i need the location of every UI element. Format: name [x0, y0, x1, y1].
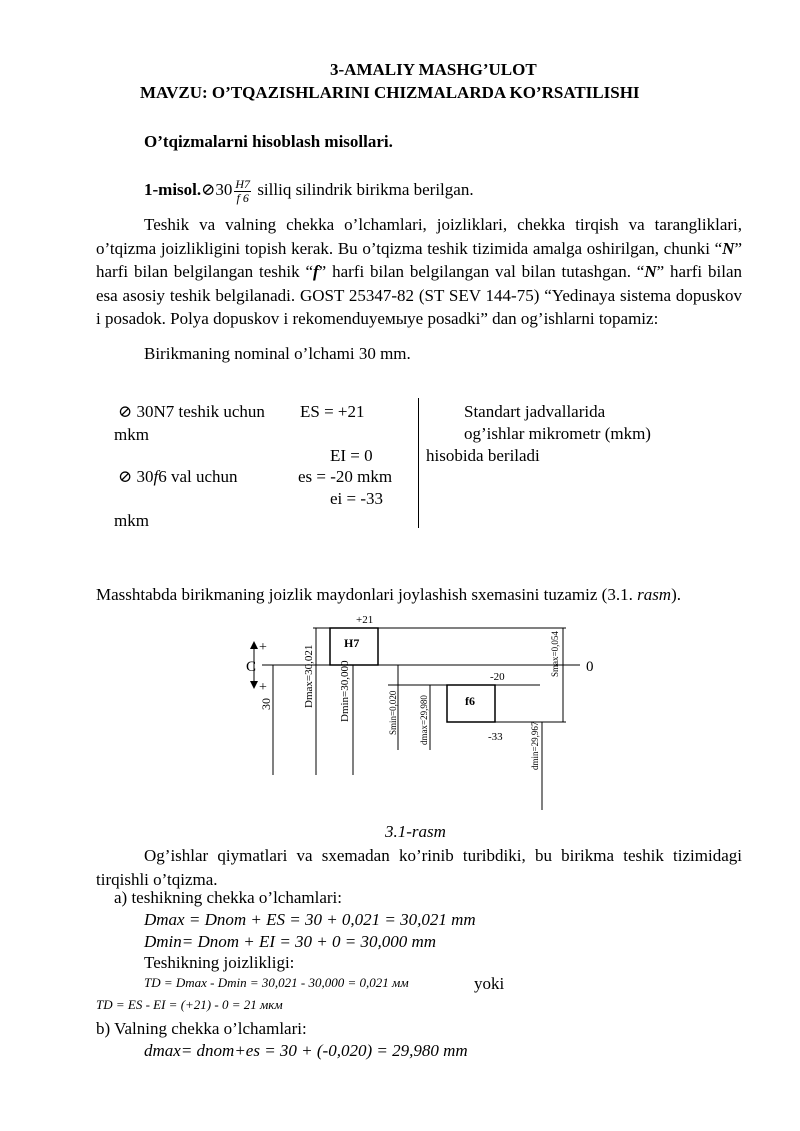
- paragraph-problem: [96, 213, 742, 331]
- note-line-2: og’ishlar mikrometr (mkm): [464, 424, 651, 443]
- dmax-label: Dmax=30,021: [303, 644, 315, 708]
- example-label: 1-misol.: [144, 180, 202, 199]
- shaft-es: es = -20 mkm: [298, 467, 393, 486]
- nominal-size-line: Birikmaning nominal o’lchami 30 mm.: [144, 344, 411, 363]
- shaft-fit-letter: f: [153, 467, 159, 486]
- shaft-label: [118, 467, 238, 487]
- shaft-dmax-label: dmax=29,980: [419, 695, 429, 745]
- nominal-dim-label: 30: [259, 698, 273, 710]
- formula-dmin: Dmin= Dnom + EI = 30 + 0 = 30,000 mm: [144, 932, 437, 951]
- minus33-label: -33: [488, 731, 503, 743]
- smax-label: Smax=0,054: [550, 631, 560, 677]
- hole-es: ES = +21: [300, 402, 365, 421]
- item-b: b) Valning chekka o’lchamlari:: [96, 1019, 307, 1038]
- figure-caption: 3.1-rasm: [385, 822, 446, 841]
- note-line-1: Standart jadvallarida: [464, 402, 606, 421]
- hole-ei: EI = 0: [330, 446, 373, 465]
- section-heading: O’tqizmalarni hisoblash misollari.: [144, 132, 393, 151]
- p1-text-b: ” harfi bilan belgilangan teshik “: [96, 238, 742, 281]
- smin-label: Smin=0,020: [388, 690, 398, 735]
- yoki-label: yoki: [474, 974, 505, 993]
- p1-text-a: Teshik va valning chekka o’lchamlari, joizliklari, chekka tirqish va tarangliklari, o’tqizma joizlikligini topish kerak. Bu o’tqizma teshik tizimida amalga oshirilgan, chunki “: [96, 215, 742, 258]
- fit-shaft: f 6: [236, 190, 249, 205]
- hole-label: ⊘ 30N7 teshik uchun: [118, 402, 265, 421]
- example-diameter: 30: [215, 180, 233, 199]
- p1-letter-n2: N: [644, 262, 657, 281]
- hole-tolerance-label: Teshikning joizlikligi:: [144, 953, 295, 972]
- page-subtitle: MAVZU: O’TQAZISHLARINI CHIZMALARDA KO’RSATILISHI: [140, 83, 640, 102]
- example-line: [144, 176, 474, 205]
- p1-letter-f: f: [313, 262, 319, 281]
- shaft-unit: mkm: [114, 511, 149, 530]
- td-formula-1: TD = Dmax - Dmin = 30,021 - 30,000 = 0,021 мм: [144, 975, 409, 990]
- scheme-intro-italic: rasm: [637, 585, 672, 604]
- td-formula-2: TD = ES - EI = (+21) - 0 = 21 мкм: [96, 997, 283, 1012]
- diameter-icon: ⊘: [201, 180, 216, 199]
- shaft-ei: ei = -33: [330, 489, 384, 508]
- table-divider: [418, 398, 419, 528]
- fit-hole: H7: [235, 176, 251, 191]
- plus-upper-label: +: [259, 640, 267, 655]
- note-line-3: hisobida beriladi: [426, 446, 540, 465]
- hole-unit: mkm: [114, 425, 149, 444]
- plus21-label: +21: [356, 614, 374, 626]
- dmin-label: Dmin=30,000: [339, 660, 351, 722]
- zero-right-label: 0: [586, 659, 594, 675]
- page-title: 3-AMALIY MASHG’ULOT: [330, 60, 537, 79]
- p1-text-d: ” harfi bilan esa asosiy teshik belgilanadi. GOST 25347-82 (ST SEV 144-75) “Yedinaya sistema dopuskov i posadok. Polya dopuskov i rekomenduyeмыye posadki” dan og’ishlarni topamiz:: [96, 262, 742, 328]
- scheme-intro: [96, 585, 681, 605]
- tolerance-scheme-figure: [0, 605, 800, 820]
- shaft-dmin-label: dmin=29,967: [530, 721, 540, 770]
- paragraph-conclusion: Og’ishlar qiymatlari va sxemadan ko’rinib turibdiki, bu birikma teshik tizimidagi tirqishli o’tqizma.: [96, 846, 742, 889]
- shaft-suffix: 6 val uchun: [158, 467, 238, 486]
- scheme-intro-end: ).: [671, 585, 682, 604]
- shaft-field-label: f6: [465, 694, 475, 708]
- zero-left-label: C: [246, 659, 257, 675]
- fit-fraction: [234, 178, 251, 205]
- hole-field-label: H7: [344, 636, 360, 650]
- item-a: a) teshikning chekka o’lchamlari:: [114, 888, 342, 907]
- shaft-prefix: ⊘ 30: [118, 467, 154, 486]
- formula-dmax: Dmax = Dnom + ES = 30 + 0,021 = 30,021 mm: [144, 910, 476, 929]
- scheme-intro-text: Masshtabda birikmaning joizlik maydonlari joylashish sxemasini tuzamiz (3.1.: [96, 585, 638, 604]
- p1-letter-n: N: [722, 238, 735, 258]
- example-tail: silliq silindrik birikma berilgan.: [257, 180, 474, 199]
- plus-lower-label: +: [259, 680, 267, 695]
- formula-shaft-dmax: dmax= dnom+es = 30 + (-0,020) = 29,980 mm: [144, 1041, 468, 1060]
- minus20-label: -20: [490, 671, 505, 683]
- p1-text-c: ” harfi bilan belgilangan val bilan tutashgan. “: [318, 262, 645, 281]
